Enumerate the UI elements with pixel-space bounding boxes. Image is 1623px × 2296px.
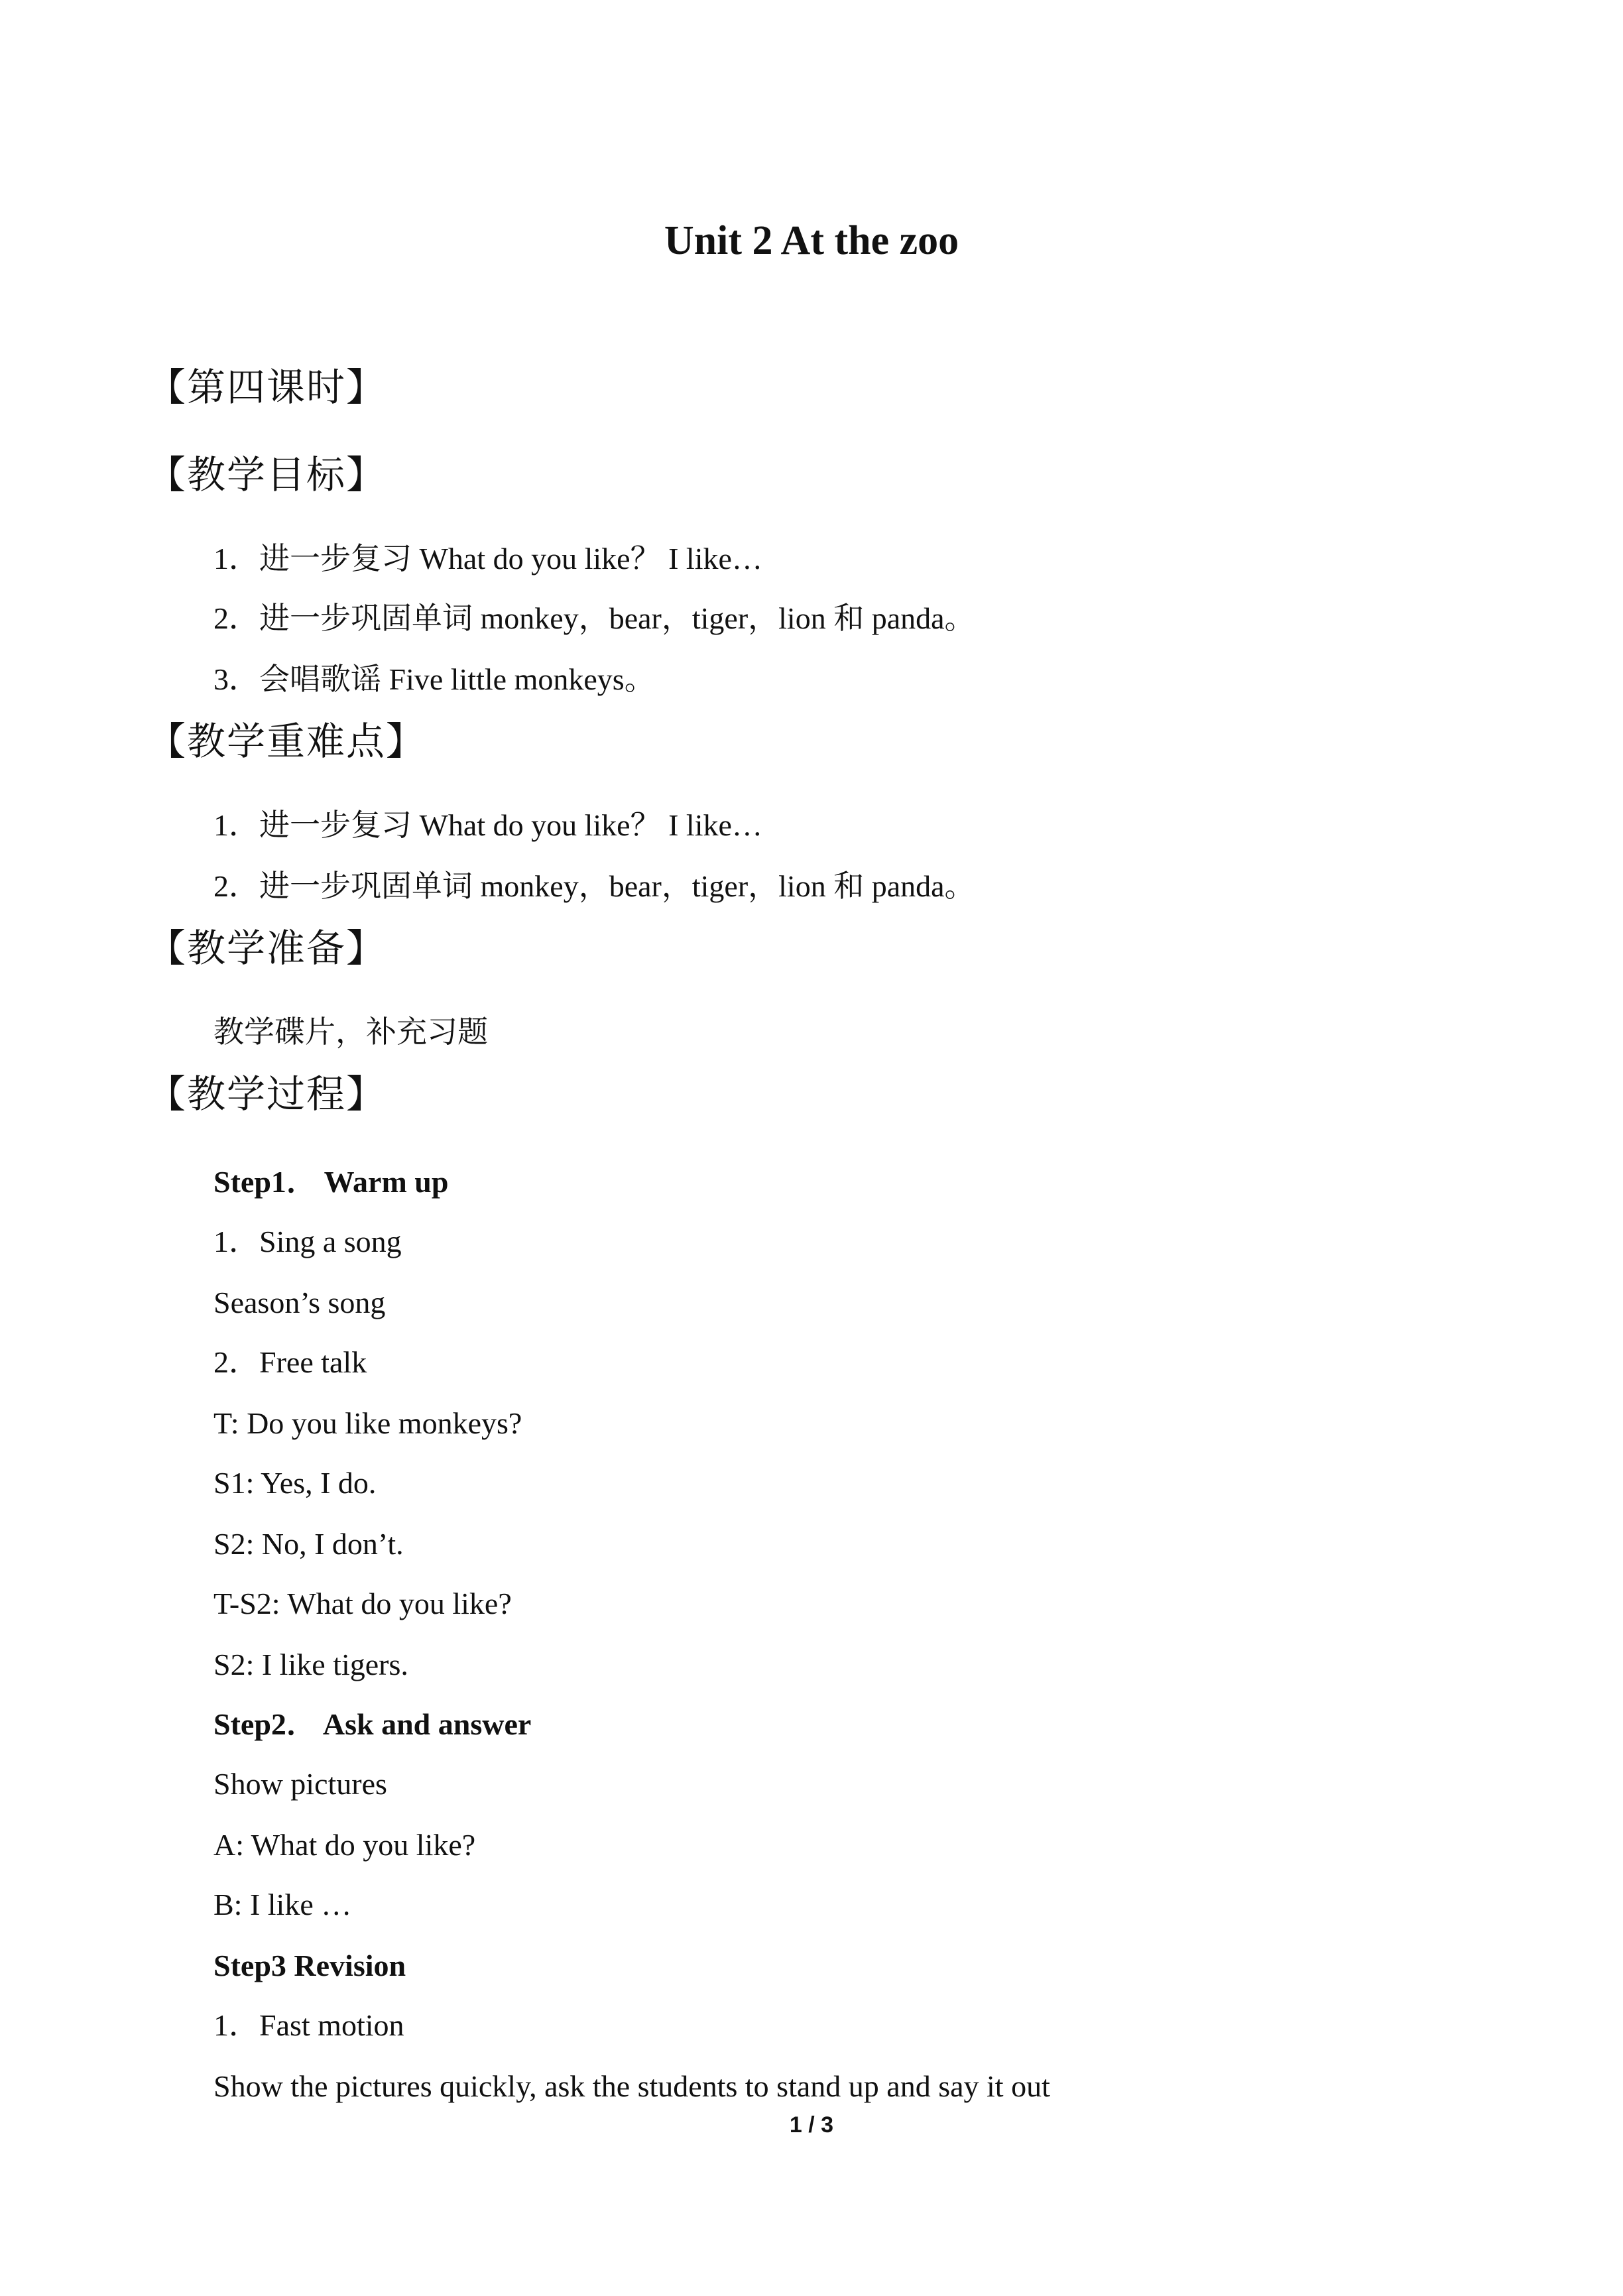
process-line: B: I like … [213,1888,352,1921]
objective-item: 3．会唱歌谣 Five little monkeys。 [213,662,655,696]
preparation-text: 教学碟片，补充习题 [213,1015,488,1049]
process-line: T: Do you like monkeys? [213,1406,522,1440]
key-point-item: 1．进一步复习 What do you like？ I like… [213,808,762,842]
page-title: Unit 2 At the zoo [664,218,959,263]
process-line: Show the pictures quickly, ask the students to stand up and say it out [213,2069,1050,2103]
lesson-heading: 【第四课时】 [147,365,387,410]
process-line: Show pictures [213,1767,387,1801]
process-line: S1: Yes, I do. [213,1466,377,1500]
objective-item: 1．进一步复习 What do you like？ I like… [213,542,762,575]
process-line: S2: I like tigers. [213,1648,408,1681]
preparation-heading: 【教学准备】 [147,926,387,971]
objective-item: 2．进一步巩固单词 monkey，bear，tiger，lion 和 panda。 [213,601,975,635]
key-points-heading: 【教学重难点】 [147,719,426,764]
page-number: 1 / 3 [789,2112,834,2138]
step-heading: Step1． Warm up [213,1165,449,1199]
process-line: S2: No, I don’t. [213,1527,404,1561]
key-point-item: 2．进一步巩固单词 monkey，bear，tiger，lion 和 panda。 [213,869,975,903]
process-heading: 【教学过程】 [147,1071,387,1117]
process-line: 1．Sing a song [213,1225,402,1258]
process-line: A: What do you like? [213,1828,476,1862]
step-heading: Step2． Ask and answer [213,1707,532,1741]
process-line: T-S2: What do you like? [213,1587,512,1620]
objectives-heading: 【教学目标】 [147,452,387,497]
process-line: 1．Fast motion [213,2008,404,2042]
step-heading: Step3 Revision [213,1949,406,1982]
process-line: Season’s song [213,1286,386,1319]
process-line: 2．Free talk [213,1345,367,1379]
